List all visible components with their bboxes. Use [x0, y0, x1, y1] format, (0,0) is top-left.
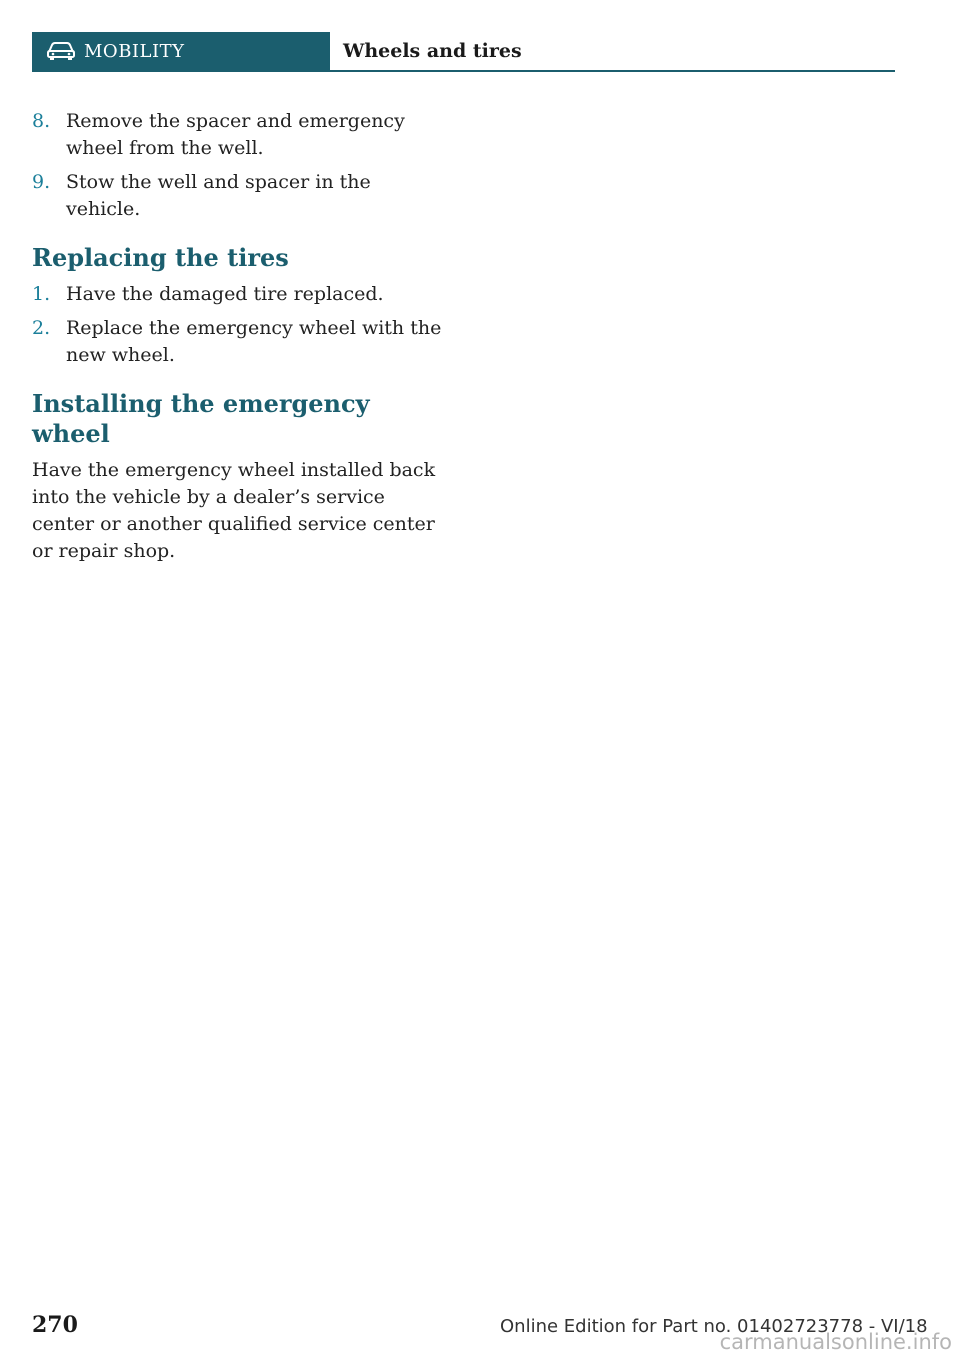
header-divider: [32, 70, 895, 72]
body-paragraph: Have the emergency wheel installed back into the vehicle by a dealer’s service center or another qualified service center or repair shop.: [32, 459, 436, 562]
step-text: Replace the emergency wheel with the new wheel.: [66, 317, 442, 366]
section-heading-replacing: Replacing the tires: [32, 243, 289, 272]
section-tab: [32, 32, 330, 70]
step-text: Remove the spacer and emergency wheel from the well.: [66, 110, 405, 159]
chapter-title: Wheels and tires: [343, 40, 522, 62]
step-number: 2.: [32, 317, 51, 339]
edition-text: Online Edition for Part no. 01402723778 - VI/18: [500, 1316, 928, 1337]
list-item: [32, 315, 444, 369]
section-label: MOBILITY: [84, 40, 185, 62]
list-item: [32, 281, 444, 308]
page-header: [32, 32, 895, 72]
watermark: carmanualsonline.info: [719, 1330, 952, 1354]
step-number: 8.: [32, 110, 51, 132]
step-text: Stow the well and spacer in the vehicle.: [66, 171, 371, 220]
step-text: Have the damaged tire replaced.: [66, 283, 384, 305]
main-content: [32, 108, 444, 565]
step-number: 1.: [32, 283, 51, 305]
section-heading-installing: Installing the emergency wheel: [32, 389, 370, 448]
list-item: [32, 169, 444, 223]
car-icon: [46, 40, 76, 62]
page-number: 270: [32, 1312, 78, 1338]
list-item: [32, 108, 444, 162]
step-number: 9.: [32, 171, 51, 193]
